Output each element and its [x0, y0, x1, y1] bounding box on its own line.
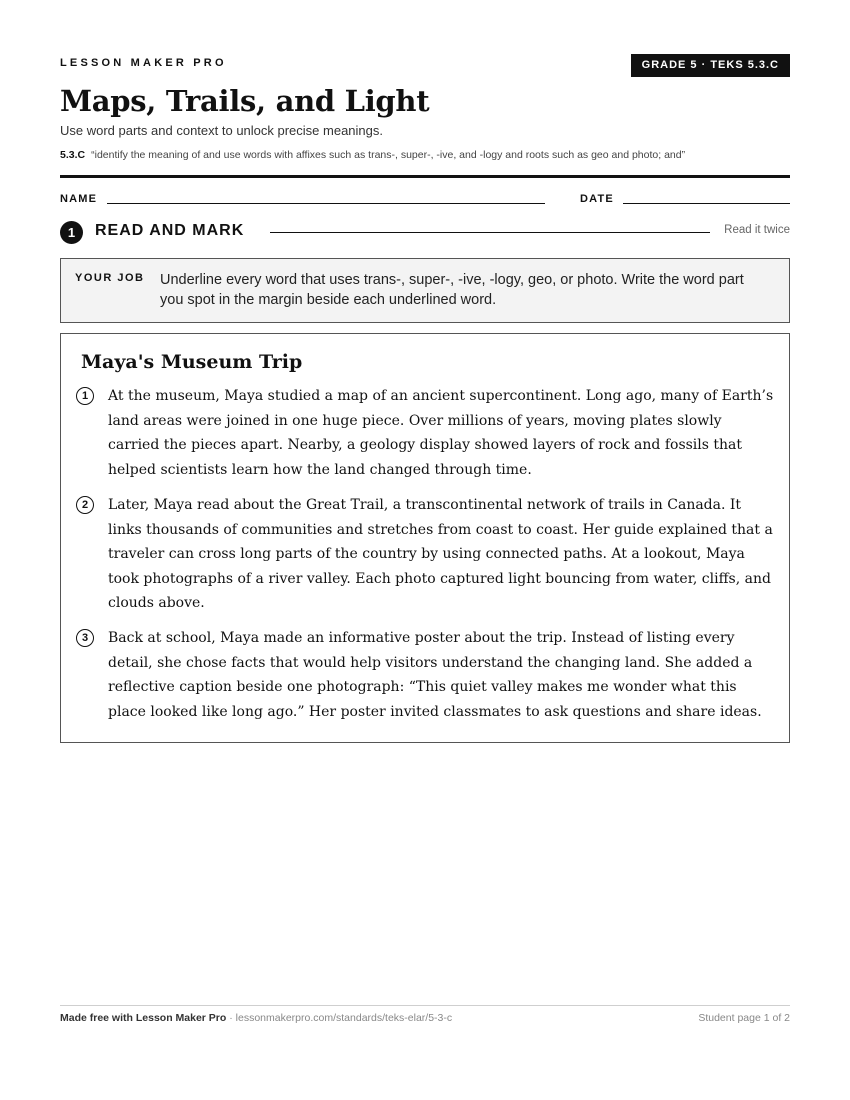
section-number-badge: 1: [60, 221, 83, 244]
date-field[interactable]: [623, 203, 790, 204]
footer-made-with: Made free with Lesson Maker Pro: [60, 1012, 227, 1024]
instructions-text: Underline every word that uses trans-, super-, -ive, -logy, geo, or photo. Write the word part you spot in the margin beside each underlined word.: [160, 272, 744, 308]
date-label: DATE: [580, 193, 614, 205]
instructions-label: YOUR JOB: [75, 272, 145, 284]
paragraph-number: 2: [76, 496, 94, 514]
standard-code: 5.3.C: [60, 149, 86, 161]
footer-url[interactable]: · lessonmakerpro.com/standards/teks-elar/5-3-c: [226, 1012, 453, 1024]
paragraph-number: 3: [76, 629, 94, 647]
reading-passage: [60, 333, 790, 743]
page-title: Maps, Trails, and Light: [60, 84, 430, 118]
name-field[interactable]: [107, 203, 545, 204]
name-label: NAME: [60, 193, 98, 205]
page-indicator: Student page 1 of 2: [698, 1012, 790, 1024]
instructions-box: [60, 258, 790, 323]
brand-name: LESSON MAKER PRO: [60, 57, 227, 69]
footer-divider: [60, 1005, 790, 1006]
grade-badge: GRADE 5 · TEKS 5.3.C: [631, 54, 790, 77]
page-subtitle: Use word parts and context to unlock precise meanings.: [60, 123, 384, 138]
footer-credit: [60, 1012, 452, 1024]
section-title: READ AND MARK: [95, 222, 245, 239]
header-divider: [60, 175, 790, 178]
section-divider: [270, 232, 710, 233]
passage-paragraph: Later, Maya read about the Great Trail, a transcontinental network of trails in Canada. It links thousands of communities and stretches from coast to coast. Her guide explained that a traveler can cross long parts of the country by using connected paths. At a lookout, Maya took photographs of a river valley. Each photo captured light bouncing from water, cliffs, and clouds above.: [108, 497, 773, 611]
passage-title: Maya's Museum Trip: [81, 351, 303, 373]
passage-paragraph: At the museum, Maya studied a map of an ancient supercontinent. Long ago, many of Earth’s land areas were joined in one huge piece. Over millions of years, moving plates slowly carried the pieces apart. Nearby, a geology display showed layers of rock and fossils that helped scientists learn how the land changed through time.: [108, 388, 774, 478]
standard-statement: [60, 149, 685, 161]
worksheet-page: [60, 0, 790, 1100]
paragraph-number: 1: [76, 387, 94, 405]
standard-text: “identify the meaning of and use words with affixes such as trans-, super-, -ive, and -logy and roots such as geo and photo; and”: [91, 149, 686, 161]
section-note: Read it twice: [724, 224, 790, 236]
passage-paragraph: Back at school, Maya made an informative poster about the trip. Instead of listing every detail, she chose facts that would help visitors understand the changing land. She added a reflective caption beside one photograph: “This quiet valley makes me wonder what this place looked like long ago.” Her poster invited classmates to ask questions and share ideas.: [108, 630, 762, 720]
